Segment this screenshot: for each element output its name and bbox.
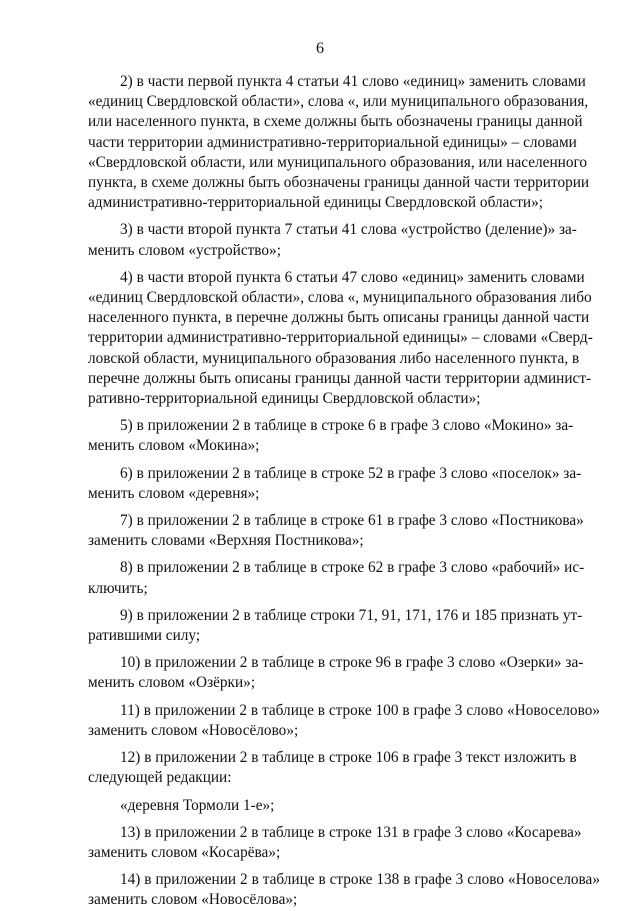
- page-number: 6: [316, 40, 324, 57]
- paragraph-item-8: 8) в приложении 2 в таблице в строке 62 в графе 3 слово «рабочий» ис- ключить;: [88, 559, 585, 597]
- paragraph-item-13: 13) в приложении 2 в таблице в строке 131 в графе 3 слово «Косарева» заменить словом «Косарёва»;: [88, 823, 582, 861]
- document-body: [88, 72, 600, 911]
- paragraph-item-6: 6) в приложении 2 в таблице в строке 52 в графе 3 слово «поселок» за- менить словом «деревня»;: [88, 464, 582, 502]
- paragraph-item-12: 12) в приложении 2 в таблице в строке 106 в графе 3 текст изложить в следующей редакции:: [88, 749, 577, 787]
- paragraph-item-4: 4) в части второй пункта 6 статьи 47 слово «единиц» заменить словами «единиц Свердловской области», слова «, муниципального образования либо населенного пункта, в перечне должны быть описаны границы данной части территории административно-территориальной единицы» – словами «Сверд- ловской области, муниципального образования либо населенного пункта, в перечне должны быть описаны границы данной части территории админист- ративно-территориальной единицы Свердловской области»;: [88, 268, 593, 408]
- quoted-text-line: «деревня Тормоли 1-е»;: [120, 796, 275, 814]
- paragraph-item-10: 10) в приложении 2 в таблице в строке 96 в графе 3 слово «Озерки» за- менить словом «Озёрки»;: [88, 654, 584, 692]
- paragraph-item-11: 11) в приложении 2 в таблице в строке 100 в графе 3 слово «Новоселово» заменить словом «Новосёлово»;: [88, 701, 600, 739]
- paragraph-item-5: 5) в приложении 2 в таблице в строке 6 в графе 3 слово «Мокино» за- менить словом «Мокина»;: [88, 417, 574, 455]
- paragraph-item-2: 2) в части первой пункта 4 статьи 41 слово «единиц» заменить словами «единиц Свердловской области», слова «, или муниципального образования, или населенного пункта, в схеме должны быть обозначены границы данной части территории административно-территориальной единицы» – словами «Свердловской области, или муниципального образования, или населенного пункта, в схеме должны быть обозначены границы данной части территории административно-территориальной единицы Свердловской области»;: [88, 73, 590, 212]
- paragraph-item-3: 3) в части второй пункта 7 статьи 41 слова «устройство (деление)» за- менить словом «устройство»;: [88, 221, 577, 259]
- paragraph-item-9: 9) в приложении 2 в таблице строки 71, 91, 171, 176 и 185 признать ут- ратившими силу;: [88, 606, 583, 645]
- paragraph-item-14: 14) в приложении 2 в таблице в строке 138 в графе 3 слово «Новоселова» заменить словом «Новосёлова»;: [88, 871, 600, 909]
- paragraph-item-7: 7) в приложении 2 в таблице в строке 61 в графе 3 слово «Постникова» заменить словами «Верхняя Постникова»;: [88, 512, 584, 550]
